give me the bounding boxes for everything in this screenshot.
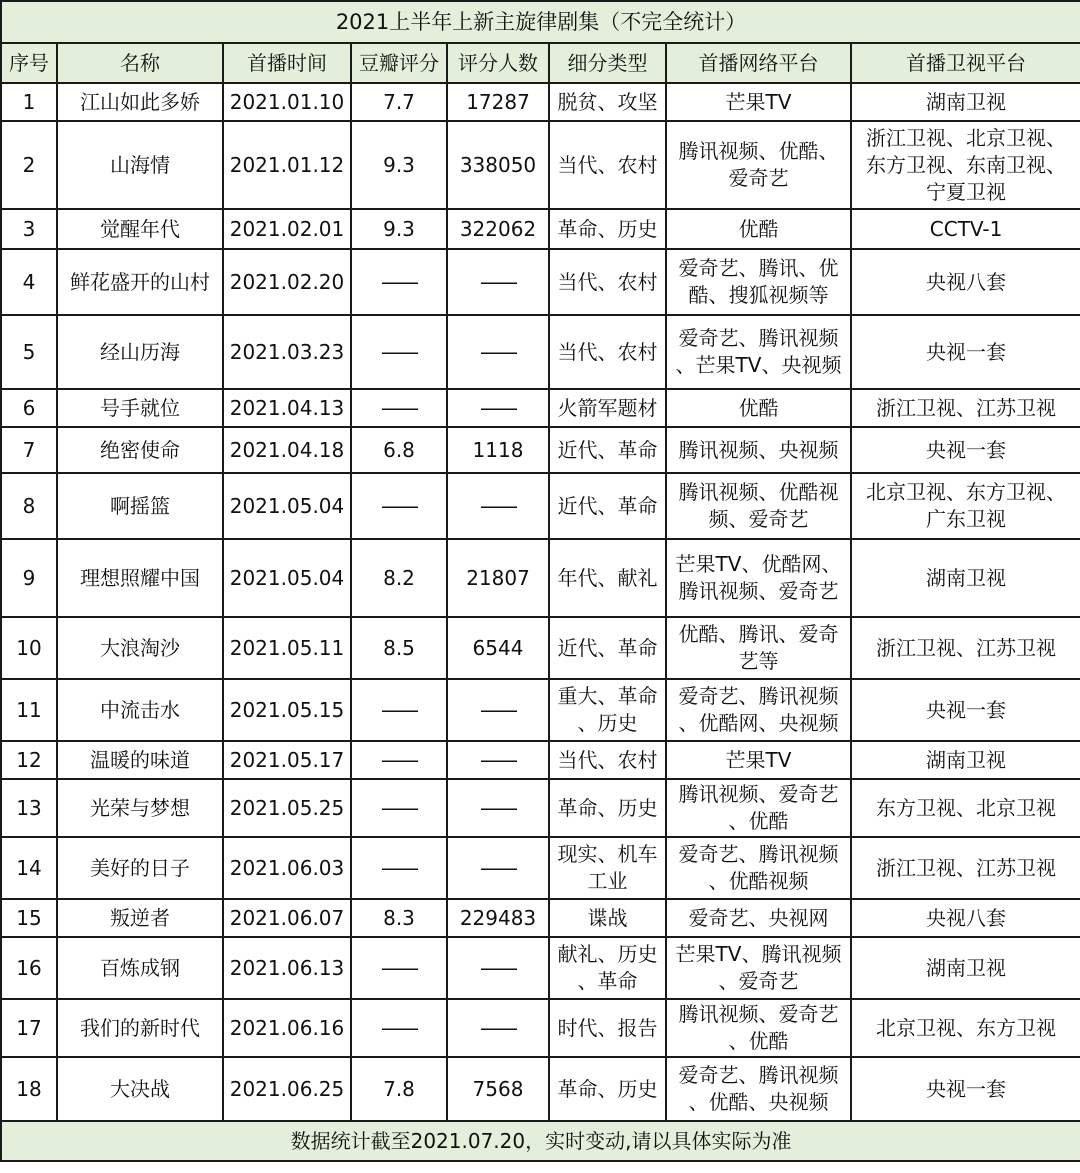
premiere-date: 2021.05.15 <box>223 679 351 741</box>
row-index: 16 <box>1 937 57 999</box>
tv-platform-line: 湖南卫视 <box>926 565 1007 590</box>
online-platform-line: 爱奇艺 <box>728 166 789 190</box>
rating-count: 229483 <box>447 899 549 937</box>
online-platform-line: 腾讯视频、优酷视 <box>678 480 839 504</box>
table-row <box>1 473 1080 539</box>
premiere-date: 2021.05.17 <box>223 741 351 779</box>
table-row <box>1 837 1080 899</box>
douban-score: 9.3 <box>351 209 447 249</box>
online-platform-line: 、芒果TV、央视频 <box>675 353 842 377</box>
tv-platform-line: 北京卫视、东方卫视、 <box>866 480 1067 504</box>
tv-platform <box>851 121 1080 209</box>
tv-platform <box>851 617 1080 679</box>
tv-platform-line: 央视一套 <box>926 339 1007 364</box>
rating-count: —— <box>447 741 549 779</box>
tv-platform <box>851 999 1080 1057</box>
tv-platform-line: 浙江卫视、北京卫视、 <box>866 125 1067 150</box>
tv-platform <box>851 899 1080 937</box>
table-row <box>1 1057 1080 1121</box>
douban-score: —— <box>351 315 447 389</box>
subtype <box>549 837 666 899</box>
premiere-date: 2021.02.01 <box>223 209 351 249</box>
tv-platform <box>851 779 1080 837</box>
row-index: 12 <box>1 741 57 779</box>
subtype <box>549 779 666 837</box>
premiere-date: 2021.06.03 <box>223 837 351 899</box>
online-platform-line: 、优酷、央视频 <box>688 1090 829 1114</box>
online-platform-line: 、优酷网、央视频 <box>678 711 839 735</box>
online-platform-line: 爱奇艺、腾讯视频 <box>678 842 839 866</box>
row-index: 2 <box>1 121 57 209</box>
subtype-line: 重大、革命 <box>557 684 658 708</box>
row-index: 4 <box>1 249 57 315</box>
douban-score: 7.8 <box>351 1057 447 1121</box>
subtype-line: 献礼、历史 <box>557 942 658 966</box>
tv-platform-line: 北京卫视、东方卫视 <box>876 1015 1057 1040</box>
premiere-date: 2021.06.13 <box>223 937 351 999</box>
tv-platform-line: 湖南卫视 <box>926 747 1007 772</box>
rating-count: —— <box>447 389 549 427</box>
rating-count: 338050 <box>447 121 549 209</box>
subtype <box>549 539 666 617</box>
header-online-platform: 首播网络平台 <box>666 43 851 83</box>
tv-platform-line: 浙江卫视、江苏卫视 <box>876 395 1057 420</box>
online-platform <box>666 427 851 473</box>
drama-name: 山海情 <box>57 121 223 209</box>
drama-name: 叛逆者 <box>57 899 223 937</box>
subtype-line: 当代、农村 <box>557 747 658 772</box>
rating-count: 17287 <box>447 83 549 121</box>
rating-count: —— <box>447 315 549 389</box>
table-row <box>1 249 1080 315</box>
douban-score: —— <box>351 741 447 779</box>
row-index: 10 <box>1 617 57 679</box>
online-platform-line: 腾讯视频、爱奇艺 <box>678 1002 839 1026</box>
header-index: 序号 <box>1 43 57 83</box>
tv-platform-line: 央视八套 <box>926 269 1007 294</box>
douban-score: —— <box>351 389 447 427</box>
tv-platform-line: CCTV-1 <box>929 216 1003 241</box>
subtype-line: 工业 <box>587 869 628 893</box>
tv-platform-line: 央视一套 <box>926 437 1007 462</box>
row-index: 13 <box>1 779 57 837</box>
rating-count: 1118 <box>447 427 549 473</box>
online-platform-line: 、优酷 <box>728 1029 789 1053</box>
drama-name: 觉醒年代 <box>57 209 223 249</box>
subtype <box>549 389 666 427</box>
drama-name: 绝密使命 <box>57 427 223 473</box>
douban-score: —— <box>351 999 447 1057</box>
rating-count: 21807 <box>447 539 549 617</box>
table-row <box>1 209 1080 249</box>
online-platform <box>666 209 851 249</box>
subtype-line: 革命、历史 <box>557 1076 658 1101</box>
online-platform-line: 腾讯视频、爱奇艺 <box>678 579 839 603</box>
row-index: 15 <box>1 899 57 937</box>
online-platform-line: 优酷 <box>738 395 779 420</box>
drama-name: 大决战 <box>57 1057 223 1121</box>
header-tv-platform: 首播卫视平台 <box>851 43 1080 83</box>
subtype-line: 谍战 <box>587 905 628 930</box>
subtype <box>549 427 666 473</box>
drama-name: 经山历海 <box>57 315 223 389</box>
rating-count: —— <box>447 679 549 741</box>
table-row <box>1 617 1080 679</box>
table-row <box>1 83 1080 121</box>
table-title: 2021上半年上新主旋律剧集（不完全统计） <box>1 1 1080 43</box>
tv-platform-line: 央视一套 <box>926 697 1007 722</box>
douban-score: 8.5 <box>351 617 447 679</box>
online-platform <box>666 1057 851 1121</box>
online-platform-line: 、优酷 <box>728 809 789 833</box>
subtype-line: 近代、革命 <box>557 493 658 518</box>
table-row <box>1 315 1080 389</box>
subtype-line: 当代、农村 <box>557 152 658 177</box>
subtype-line: 火箭军题材 <box>557 395 658 420</box>
online-platform <box>666 837 851 899</box>
subtype-line: 革命、历史 <box>557 216 658 241</box>
tv-platform-line: 东方卫视、北京卫视 <box>876 795 1057 820</box>
subtype-line: 当代、农村 <box>557 339 658 364</box>
row-index: 8 <box>1 473 57 539</box>
online-platform <box>666 539 851 617</box>
online-platform-line: 腾讯视频、优酷、 <box>678 139 839 163</box>
tv-platform <box>851 249 1080 315</box>
table-row <box>1 899 1080 937</box>
subtype-line: 近代、革命 <box>557 635 658 660</box>
douban-score: —— <box>351 473 447 539</box>
subtype <box>549 937 666 999</box>
douban-score: 9.3 <box>351 121 447 209</box>
premiere-date: 2021.01.10 <box>223 83 351 121</box>
row-index: 7 <box>1 427 57 473</box>
drama-name: 理想照耀中国 <box>57 539 223 617</box>
drama-name: 光荣与梦想 <box>57 779 223 837</box>
online-platform <box>666 779 851 837</box>
rating-count: 322062 <box>447 209 549 249</box>
subtype <box>549 121 666 209</box>
row-index: 17 <box>1 999 57 1057</box>
douban-score: 6.8 <box>351 427 447 473</box>
subtype <box>549 999 666 1057</box>
table-row <box>1 741 1080 779</box>
header-name: 名称 <box>57 43 223 83</box>
row-index: 9 <box>1 539 57 617</box>
header-premiere-date: 首播时间 <box>223 43 351 83</box>
online-platform-line: 芒果TV、优酷网、 <box>675 552 842 576</box>
douban-score: —— <box>351 249 447 315</box>
subtype-line: 革命、历史 <box>557 795 658 820</box>
douban-score: —— <box>351 837 447 899</box>
premiere-date: 2021.05.04 <box>223 473 351 539</box>
subtype-line: 现实、机车 <box>557 842 658 866</box>
online-platform-line: 优酷 <box>738 216 779 241</box>
online-platform <box>666 473 851 539</box>
premiere-date: 2021.06.16 <box>223 999 351 1057</box>
douban-score: 8.2 <box>351 539 447 617</box>
drama-name: 中流击水 <box>57 679 223 741</box>
premiere-date: 2021.06.07 <box>223 899 351 937</box>
header-subtype: 细分类型 <box>549 43 666 83</box>
rating-count: 6544 <box>447 617 549 679</box>
subtype <box>549 617 666 679</box>
tv-platform-line: 浙江卫视、江苏卫视 <box>876 635 1057 660</box>
tv-platform <box>851 679 1080 741</box>
online-platform-line: 芒果TV <box>725 89 792 114</box>
header-rating-count: 评分人数 <box>447 43 549 83</box>
premiere-date: 2021.05.25 <box>223 779 351 837</box>
premiere-date: 2021.03.23 <box>223 315 351 389</box>
table-footer-note: 数据统计截至2021.07.20，实时变动,请以具体实际为准 <box>1 1121 1080 1161</box>
douban-score: —— <box>351 679 447 741</box>
premiere-date: 2021.02.20 <box>223 249 351 315</box>
premiere-date: 2021.05.04 <box>223 539 351 617</box>
online-platform <box>666 999 851 1057</box>
tv-platform <box>851 1057 1080 1121</box>
subtype-line: 年代、献礼 <box>557 565 658 590</box>
table-row <box>1 427 1080 473</box>
tv-platform-line: 央视八套 <box>926 905 1007 930</box>
rating-count: 7568 <box>447 1057 549 1121</box>
online-platform <box>666 741 851 779</box>
douban-score: 8.3 <box>351 899 447 937</box>
online-platform-line: 芒果TV、腾讯视频 <box>675 942 842 966</box>
premiere-date: 2021.05.11 <box>223 617 351 679</box>
online-platform <box>666 249 851 315</box>
drama-name: 美好的日子 <box>57 837 223 899</box>
drama-name: 百炼成钢 <box>57 937 223 999</box>
premiere-date: 2021.06.25 <box>223 1057 351 1121</box>
subtype <box>549 249 666 315</box>
tv-platform <box>851 539 1080 617</box>
subtype <box>549 741 666 779</box>
row-index: 1 <box>1 83 57 121</box>
drama-name: 温暖的味道 <box>57 741 223 779</box>
online-platform <box>666 315 851 389</box>
row-index: 6 <box>1 389 57 427</box>
tv-platform <box>851 389 1080 427</box>
online-platform <box>666 899 851 937</box>
online-platform <box>666 617 851 679</box>
tv-platform-line: 湖南卫视 <box>926 89 1007 114</box>
subtype-line: 脱贫、攻坚 <box>557 89 658 114</box>
tv-platform <box>851 837 1080 899</box>
drama-name: 我们的新时代 <box>57 999 223 1057</box>
subtype <box>549 679 666 741</box>
subtype <box>549 83 666 121</box>
online-platform-line: 爱奇艺、腾讯视频 <box>678 1063 839 1087</box>
online-platform-line: 酷、搜狐视频等 <box>688 283 829 307</box>
online-platform-line: 腾讯视频、爱奇艺 <box>678 782 839 806</box>
table-row <box>1 389 1080 427</box>
online-platform-line: 艺等 <box>738 649 779 673</box>
drama-name: 号手就位 <box>57 389 223 427</box>
tv-platform-line: 央视一套 <box>926 1076 1007 1101</box>
online-platform <box>666 389 851 427</box>
row-index: 5 <box>1 315 57 389</box>
online-platform <box>666 679 851 741</box>
drama-name: 大浪淘沙 <box>57 617 223 679</box>
row-index: 11 <box>1 679 57 741</box>
subtype-line: 时代、报告 <box>557 1015 658 1040</box>
tv-platform-line: 广东卫视 <box>926 507 1007 531</box>
header-douban-score: 豆瓣评分 <box>351 43 447 83</box>
subtype <box>549 1057 666 1121</box>
subtype-line: 、革命 <box>577 969 638 993</box>
table-row <box>1 937 1080 999</box>
tv-platform <box>851 741 1080 779</box>
tv-platform-line: 宁夏卫视 <box>926 179 1007 204</box>
online-platform-line: 、爱奇艺 <box>718 969 799 993</box>
premiere-date: 2021.04.18 <box>223 427 351 473</box>
online-platform-line: 爱奇艺、腾讯、优 <box>678 256 839 280</box>
online-platform <box>666 937 851 999</box>
tv-platform <box>851 83 1080 121</box>
tv-platform-line: 湖南卫视 <box>926 955 1007 980</box>
douban-score: —— <box>351 937 447 999</box>
tv-platform <box>851 473 1080 539</box>
rating-count: —— <box>447 473 549 539</box>
subtype-line: 当代、农村 <box>557 269 658 294</box>
online-platform-line: 、优酷视频 <box>708 869 809 893</box>
table-row <box>1 999 1080 1057</box>
online-platform <box>666 83 851 121</box>
table-row <box>1 679 1080 741</box>
table-row <box>1 539 1080 617</box>
tv-platform <box>851 427 1080 473</box>
tv-platform <box>851 209 1080 249</box>
online-platform-line: 爱奇艺、腾讯视频 <box>678 684 839 708</box>
drama-name: 啊摇篮 <box>57 473 223 539</box>
premiere-date: 2021.01.12 <box>223 121 351 209</box>
tv-platform <box>851 315 1080 389</box>
douban-score: —— <box>351 779 447 837</box>
drama-name: 江山如此多娇 <box>57 83 223 121</box>
online-platform-line: 爱奇艺、央视网 <box>688 905 829 930</box>
table-row <box>1 121 1080 209</box>
subtype <box>549 899 666 937</box>
rating-count: —— <box>447 249 549 315</box>
online-platform-line: 爱奇艺、腾讯视频 <box>678 326 839 350</box>
tv-platform <box>851 937 1080 999</box>
rating-count: —— <box>447 779 549 837</box>
row-index: 14 <box>1 837 57 899</box>
rating-count: —— <box>447 837 549 899</box>
online-platform-line: 芒果TV <box>725 747 792 772</box>
subtype <box>549 315 666 389</box>
drama-name: 鲜花盛开的山村 <box>57 249 223 315</box>
tv-platform-line: 东方卫视、东南卫视、 <box>866 152 1067 177</box>
rating-count: —— <box>447 999 549 1057</box>
subtype-line: 、历史 <box>577 711 638 735</box>
tv-platform-line: 浙江卫视、江苏卫视 <box>876 855 1057 880</box>
douban-score: 7.7 <box>351 83 447 121</box>
table-row <box>1 779 1080 837</box>
online-platform-line: 腾讯视频、央视频 <box>678 437 839 462</box>
rating-count: —— <box>447 937 549 999</box>
row-index: 3 <box>1 209 57 249</box>
subtype <box>549 473 666 539</box>
online-platform-line: 优酷、腾讯、爱奇 <box>678 622 839 646</box>
row-index: 18 <box>1 1057 57 1121</box>
premiere-date: 2021.04.13 <box>223 389 351 427</box>
subtype <box>549 209 666 249</box>
online-platform-line: 频、爱奇艺 <box>708 507 809 531</box>
subtype-line: 近代、革命 <box>557 437 658 462</box>
online-platform <box>666 121 851 209</box>
